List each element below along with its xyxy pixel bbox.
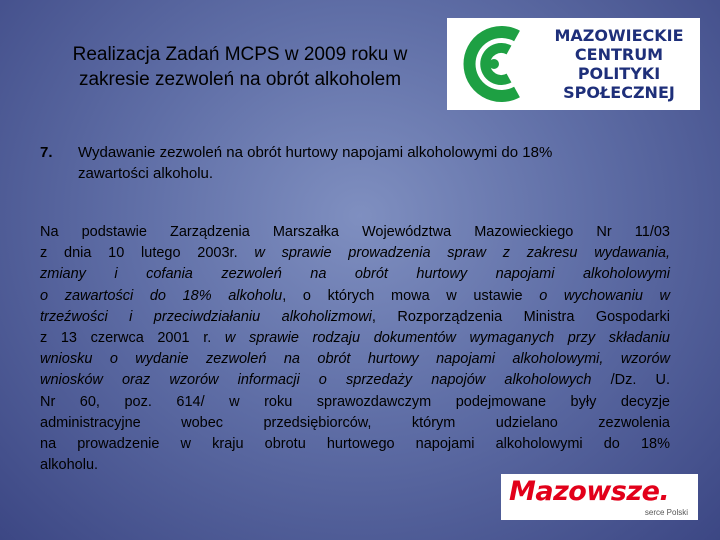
mcps-logo-line-3: POLITYKI (577, 64, 661, 83)
body-italic-text: w sprawie rodzaju dokumentów wymaganych przy składaniu (224, 330, 670, 347)
body-line (40, 243, 670, 264)
body-italic-text: o wychowaniu w (539, 287, 671, 304)
point-line-2: zawartości alkoholu. (78, 165, 214, 182)
body-line (40, 264, 670, 285)
body-text: alkoholu. (40, 457, 99, 474)
slide-title (40, 42, 440, 92)
mcps-logo-line-4: SPOŁECZNEJ (563, 83, 675, 102)
body-text: na prowadzenie w kraju obrotu hurtowego napojami alkoholowymi do 18% (40, 436, 670, 453)
body-line (40, 413, 670, 434)
body-text: , Rozporządzenia Ministra Gospodarki (371, 308, 670, 325)
mazowsze-logo (501, 474, 698, 520)
body-line (40, 392, 670, 413)
body-text: Na podstawie Zarządzenia Marszałka Województwa Mazowieckiego Nr 11/03 (40, 224, 670, 240)
body-text: z 13 czerwca 2001 r. (40, 330, 225, 347)
body-line (40, 286, 670, 307)
title-line-1: Realizacja Zadań MCPS w 2009 roku w (72, 44, 408, 65)
body-italic-text: zmiany i cofania zezwoleń na obrót hurtowy napojami alkoholowymi (40, 266, 670, 283)
point-text (78, 142, 678, 184)
point-number: 7. (40, 144, 53, 161)
body-line (40, 349, 670, 370)
mazowsze-logo-tagline: serce Polski (644, 508, 688, 517)
body-line (40, 307, 670, 328)
mcps-logo-line-2: CENTRUM (574, 45, 664, 64)
body-line (40, 370, 670, 391)
mazowsze-logo-word: Mazowsze. (509, 476, 670, 507)
mcps-logo-line-1: MAZOWIECKIE (554, 26, 684, 45)
body-italic-text: wniosku o wydanie zezwoleń na obrót hurtowy napojami alkoholowymi, wzorów (40, 351, 670, 368)
body-text: /Dz. U. (591, 372, 670, 389)
body-italic-text: o zawartości do 18% alkoholu (40, 287, 283, 304)
mcps-logo (447, 18, 700, 110)
body-line (40, 328, 670, 349)
body-line (40, 222, 670, 243)
title-line-2: zakresie zezwoleń na obrót alkoholem (78, 69, 402, 90)
body-italic-text: w sprawie prowadzenia spraw z zakresu wydawania, (254, 245, 670, 262)
body-italic-text: wniosków oraz wzorów informacji o sprzedaży napojów alkoholowych (40, 372, 592, 389)
body-italic-text: trzeźwości i przeciwdziałaniu alkoholizmowi (40, 308, 372, 325)
point-line-1: Wydawanie zezwoleń na obrót hurtowy napojami alkoholowymi do 18% (78, 144, 553, 161)
body-text: z dnia 10 lutego 2003r. (40, 245, 255, 262)
mcps-logo-text (539, 26, 699, 102)
body-text: administracyjne wobec przedsiębiorców, którym udzielano zezwolenia (40, 414, 670, 431)
body-line (40, 434, 670, 455)
body-text: , o których mowa w ustawie (282, 287, 540, 304)
body-text: Nr 60, poz. 614/ w roku sprawozdawczym podejmowane były decyzje (40, 393, 670, 410)
body-paragraph (40, 222, 670, 476)
